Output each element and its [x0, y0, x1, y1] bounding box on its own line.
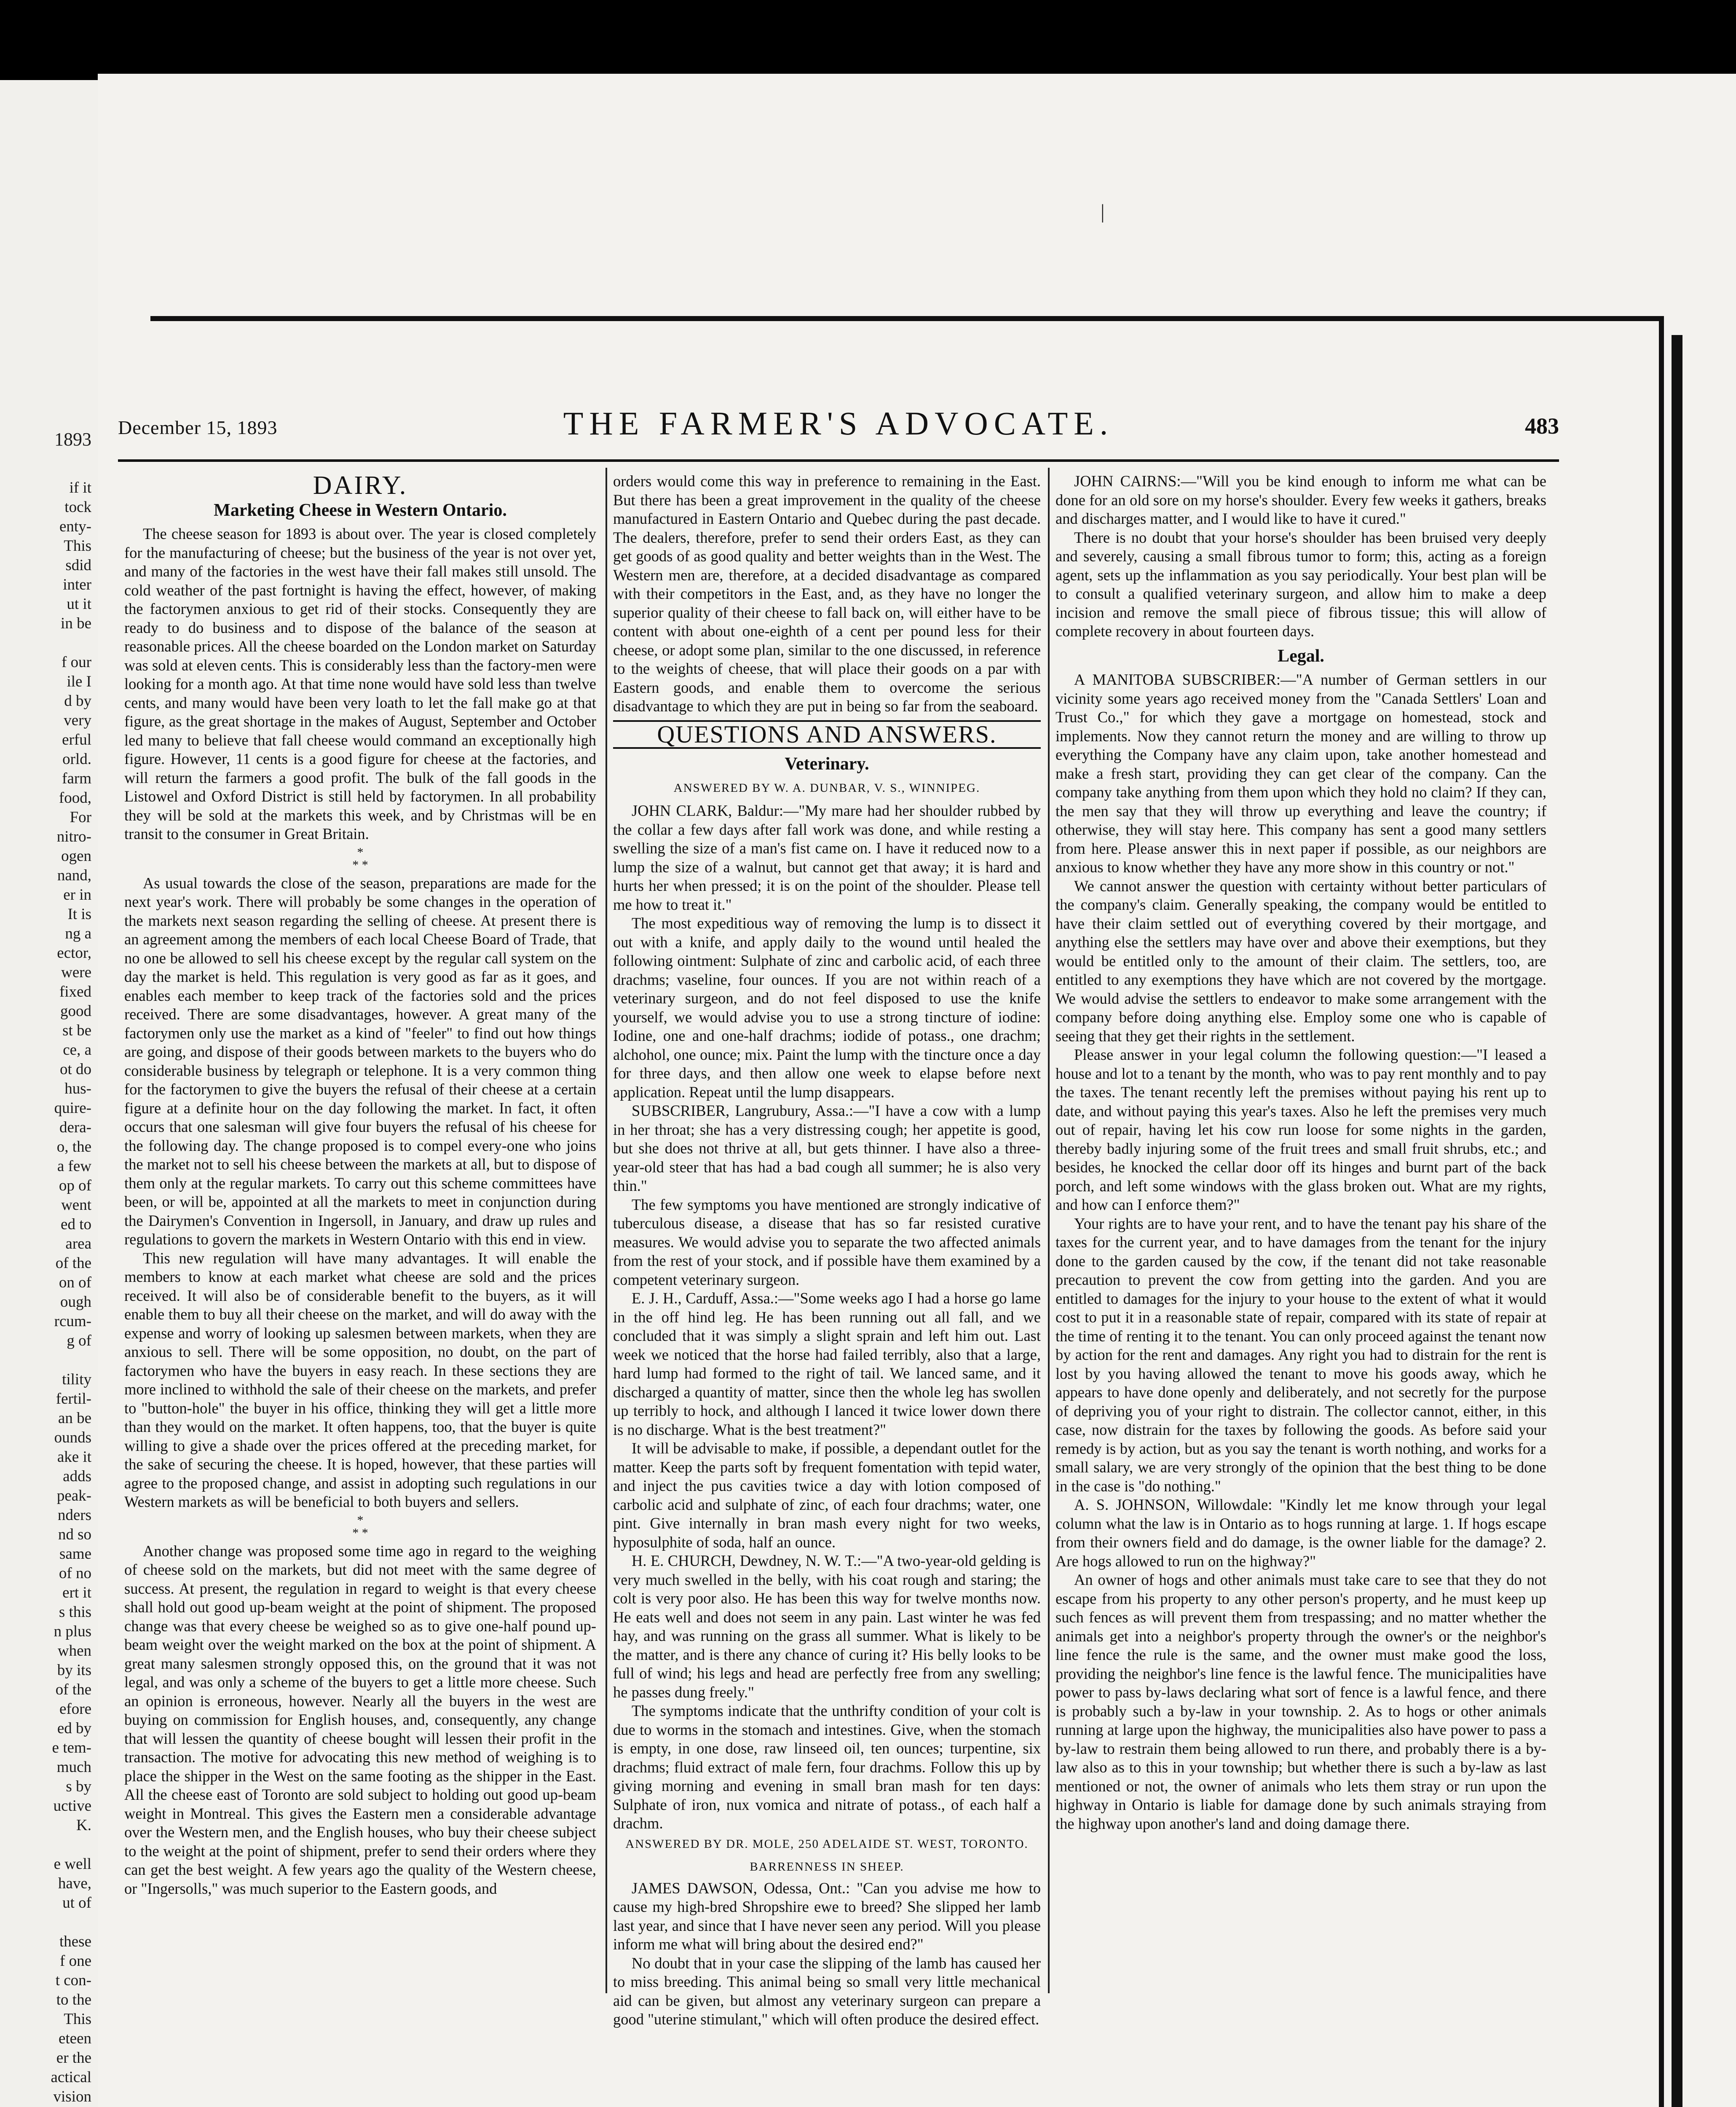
column-rule [1048, 468, 1050, 1993]
article-paragraph: Another change was proposed some time ago in regard to the weighing of cheese sold on the markets, but did not meet with the same degree of success. At present, the regulation in regard to weight is that every cheese shall hold out good up-beam weight at the point of shipment. The proposed change was that every cheese be weighed so as to give one-half pound up-beam weight over the weight marked on the box at the point of shipment. A great many salesmen strongly opposed this, on the ground that it was not legal, and was only a scheme of the buyers to get a little more cheese. Such an opinion is erroneous, however. Nearly all the buyers in the west are buying on commission for English houses, and, consequently, any change that will lessen the quantity of cheese bought will lessen their profit in the transaction. The motive for advocating this new method of weighing is to place the shipper in the West on the same footing as the shipper in the East. All the cheese east of Toronto are sold subject to holding out good up-beam weight in Montreal. This gives the Eastern men a considerable advantage over the Western men, and the English houses, who buy their cheese subject to the weight at the point of shipment, prefer to send their orders where they can get the best weight. A few years ago the quality of the Western cheese, or "Ingersolls," was much superior to the Eastern goods, and [124, 1542, 596, 1897]
column-3 [1056, 472, 1546, 1989]
page-number: 483 [1525, 413, 1559, 439]
column-2 [613, 472, 1041, 2028]
masthead [118, 405, 1559, 451]
article-paragraph: A. S. JOHNSON, Willowdale: "Kindly let me know through your legal column what the law is in Ontario as to hogs running at large. 1. If hogs escape from their owners field and do damage, is the owner liable for the damage? 2. Are hogs allowed to run on the highway?" [1056, 1496, 1546, 1570]
article-paragraph: JOHN CAIRNS:—"Will you be kind enough to inform me what can be done for an old sore on my horse's shoulder. Every few weeks it gathers, breaks and discharges matter, and I would like to have it cured." [1056, 472, 1546, 527]
article-paragraph: H. E. CHURCH, Dewdney, N. W. T.:—"A two-year-old gelding is very much swelled in the belly, with his coat rough and staring; the colt is very poor also. He has been this way for twelve months now. He eats well and does not seem in any pain. Last winter he was fed hay, and was running on the grass all summer. What is likely to be the matter, and is there any chance of curing it? His belly looks to be full of wind; his legs and head are perfectly free from any swelling; he passes dung freely." [613, 1552, 1041, 1701]
article-headline: Legal. [1278, 646, 1324, 666]
margin-mark: | [1101, 201, 1105, 223]
article-paragraph: Your rights are to have your rent, and to have the tenant pay his share of the taxes for the current year, and to have damages from the tenant for the injury done to the garden caused by the cow, if the tenant did not take reasonable precaution to prevent the cow from getting into the garden. And you are entitled to damages for the injury to your house to the extent of what it would cost to put it in a reasonable state of repair, compared with its state of repair at the time of renting it to the tenant. You can only proceed against the tenant now by action for the rent and damages. Any right you had to distrain for the rent is lost by you having allowed the tenant to move his goods away, which he appears to have done openly and deliberately, and not secretly for the purpose of depriving you of your right to distrain. The collector cannot, either, in this case, now distrain for the taxes by following the goods. As before said your remedy is by action, but as you say the tenant is worth nothing, and works for a small salary, we are very strongly of the opinion that the best thing to be done in the case is "do nothing." [1056, 1214, 1546, 1495]
issue-date: December 15, 1893 [118, 417, 278, 438]
article-paragraph: orders would come this way in preference to remaining in the East. But there has been a great improvement in the quality of the cheese manufactured in Eastern Ontario and Quebec during the past decade. The dealers, therefore, prefer to send their orders East, as they can get goods of as good quality and better weights than in the West. The Western men are, therefore, at a decided disadvantage as compared with their competitors in the East, and, as they have no longer the superior quality of their cheese to fall back on, will either have to be content with about one-eighth of a cent per pound less for their cheese, or adopt some plan, similar to the one discussed, in reference to the weights of cheese, that will place their goods on a par with Eastern goods, and enable them to overcome the serious disadvantage to which they are put in being so far from the seaboard. [613, 472, 1041, 715]
byline: ANSWERED BY DR. MOLE, 250 ADELAIDE ST. WEST, TORONTO. [625, 1837, 1029, 1851]
article-paragraph: The few symptoms you have mentioned are strongly indicative of tuberculous disease, a disease that has so far resisted curative measures. We would advise you to separate the two affected animals from the rest of your stock, and if possible have them examined by a competent veterinary surgeon. [613, 1196, 1041, 1288]
separator-stars: * * * [352, 1513, 368, 1540]
article-paragraph: We cannot answer the question with certainty without better particulars of the company's claim. Generally speaking, the company would be entitled to have their claim settled out of everything covered by their mortgage, and anything else the settlers may have over and above their exemptions, but they would be entitled only to the amount of their claim. The settlers, too, are entitled to any exemptions they have which are not covered by the mortgage. We would advise the settlers to endeavor to make some arrangement with the company before doing anything else. Employ some one who is capable of seeing that they get their rights in the settlement. [1056, 877, 1546, 1045]
column-rule [605, 468, 607, 1993]
article-paragraph: This new regulation will have many advantages. It will enable the members to know at each market what cheese are sold and the prices received. It will also be of considerable benefit to the buyers, as it will enable them to buy all their cheese on the market, and will do away with the expense and worry of looking up salesmen between markets, when they are anxious to sell. There will be some opposition, no doubt, on the part of factorymen who have the buyers in easy reach. In these sections they are more inclined to withhold the sale of their cheese on the markets, and prefer to "button-hole" the buyer in his office, thinking they will get a little more than they would on the market. It often happens, too, that the buyer is quite willing to give a shade over the prices offered at the preceding market, for the sake of securing the cheese. It is hoped, however, that these parties will agree to the proposed change, and assist in adopting such regulations in our Western markets as will be beneficial to both buyers and sellers. [124, 1249, 596, 1510]
publication-title: THE FARMER'S ADVOCATE. [563, 405, 1114, 442]
article-headline: Veterinary. [785, 754, 869, 774]
column-1 [124, 472, 596, 1997]
previous-page-text: if it tock enty- This sdid inter ut it in be f our ile I d by very erful orld. farm food, For nitro- ogen nand, er in It is ng a ector, were fixed good st be ce, a ot do hus- quire- dera- o, the a few op of went ed to area of the on of ough rcum- g of tility fertil- an be ounds ake it adds peak- nders nd so same of no ert it s this n plus when by its of the efore ed by e tem- much s by uctive K. e well have, ut of these f one t con- to the This eteen er the actical vision [51, 479, 91, 2105]
article-paragraph: As usual towards the close of the season, preparations are made for the next year's work. There will probably be some changes in the operation of the markets next season regarding the selling of cheese. At present there is an agreement among the members of each local Cheese Board of Trade, that no one be allowed to sell his cheese except by the regular call system on the day the market is held. This regulation is very good as far as it goes, and enables each member to keep track of the factories sold and the prices received. There are some disadvantages, however. A great many of the factorymen only use the market as a kind of "feeler" to find out how things are going, and dispose of their goods between markets to the buyers who do considerable business by telegraph or telephone. It is a very common thing for the factorymen to give the buyers the refusal of their cheese at a certain figure at a definite hour on the day following the market. In fact, it often occurs that one salesman will give four buyers the refusal of his cheese for the following day. The change proposed is to compel every-one who joins the market not to sell his cheese between the markets at all, but to dispose of them only at the regular markets. To carry out this scheme committees have been, or will be, appointed at all the markets to meet in conjunction during the Dairymen's Convention in Ingersoll, in January, and draw up rules and regulations to govern the markets in Western Ontario with this end in view. [124, 874, 596, 1248]
article-paragraph: The cheese season for 1893 is about over. The year is closed completely for the manufacturing of cheese; but the business of the year is not over yet, and many of the factories in the west have their fall makes still unsold. The cold weather of the past fortnight is having the effect, however, of making the factorymen anxious to get rid of their stocks. Consequently they are ready to do business and to dispose of the balance of the season at reasonable prices. All the cheese boarded on the London market on Saturday was sold at eleven cents. This is considerably less than the factory-men were looking for a month ago. At that time none would have sold less than twelve cents, and many would have been very loath to let the fall make go at that figure, as the great shortage in the makes of August, September and October led many to believe that fall cheese would command an exceptionally high figure. However, 11 cents is a good figure for cheese at the factories, and will return the farmers a good profit. The bulk of the fall goods in the Listowel and Oxford District is still held by factorymen. In all probability they will be sold at the markets this week, and by Christmas will be en transit to the consumer in Great Britain. [124, 525, 596, 842]
article-paragraph: Please answer in your legal column the following question:—"I leased a house and lot to a tenant by the month, who was to pay rent monthly and to pay the taxes. The tenant recently left the premises without paying his rent up to date, and without paying this year's taxes. Also he left the premises very much out of repair, having let his cow run loose for some nights in the garden, thereby badly injuring some of the fruit trees and small fruit shrubs, etc.; and besides, he knocked the cellar door off its hinges and burnt part of the back porch, and left some windows with the glass broken out. What are my rights, and how can I enforce them?" [1056, 1046, 1546, 1213]
article-paragraph: It will be advisable to make, if possible, a dependant outlet for the matter. Keep the parts soft by frequent fomentation with tepid water, and inject the pus cavities twice a day with lotion composed of carbolic acid and sulphate of zinc, of each four drachms; water, one pint. Give internally in bran mash every night for two weeks, hyposulphite of soda, half an ounce. [613, 1440, 1041, 1551]
article-paragraph: SUBSCRIBER, Langrubury, Assa.:—"I have a cow with a lump in her throat; she has a very distressing cough; her appetite is good, but she does not thrive at all, but gets thinner. I have also a three-year-old steer that has had a bad cough all summer; he is also very thin." [613, 1102, 1041, 1194]
page-edge [1672, 335, 1682, 2107]
article-headline: Marketing Cheese in Western Ontario. [214, 500, 507, 520]
article-paragraph: A MANITOBA SUBSCRIBER:—"A number of German settlers in our vicinity some years ago received money from the "Canada Settlers' Loan and Trust Co.," for which they gave a mortgage on homestead, stock and implements. Now they cannot return the money and are willing to throw up everything the Company have any claim upon, take another homestead and make a fresh start, providing they can get clear of the company. Can the company take anything from them upon which they hold no claim? If they can, the men say that they will throw up everything and leave the country; if otherwise, they will stay here. This company has sent a good many settlers from here. Please answer this in next paper if possible, as our neighbors are anxious to know whether they have any more show in this country or not." [1056, 671, 1546, 876]
article-paragraph: The most expeditious way of removing the lump is to dissect it out with a knife, and apply daily to the wound until healed the following ointment: Sulphate of zinc and carbolic acid, of each three drachms; vaseline, four ounces. If you are not within reach of a veterinary surgeon, and do not feel disposed to use the knife yourself, we would advise you to use a strong tincture of iodine: Iodine, one and one-half drachms; iodide of potass., one drachm; alchohol, one ounce; mix. Paint the lump with the tincture once a day for three days, and then allow one week to elapse before next application. Repeat until the lump disappears. [613, 914, 1041, 1101]
subheading: BARRENNESS IN SHEEP. [750, 1860, 904, 1874]
section-title-questions: QUESTIONS AND ANSWERS. [613, 720, 1041, 749]
article-paragraph: E. J. H., Carduff, Assa.:—"Some weeks ago I had a horse go lame in the off hind leg. He has been running out all fall, and we concluded that it was simply a slight sprain and left him out. Last week we noticed that the horse had failed terribly, also that a large, hard lump had formed to the right of tail. We lanced same, and it discharged a quantity of matter, since then the whole leg has swollen up terribly to hock, and although I lanced it twice lower down there is no discharge. What is the best treatment?" [613, 1289, 1041, 1438]
section-title-dairy: DAIRY. [313, 471, 408, 500]
article-paragraph: An owner of hogs and other animals must take care to see that they do not escape from his property to any other person's property, and he must keep up such fences as will prevent them from trespassing; and no matter whether the animals get into a neighbor's property through the owner's or the neighbor's line fence the rule is the same, and the owner must make good the loss, providing the neighbor's line fence is the lawful fence. The municipalities have power to pass by-laws declaring what sort of fence is a lawful fence, and there is probably such a by-law in your township. 2. As to hogs or other animals running at large upon the highway, the municipalities also have power to pass a by-law to restrain them being allowed to run there, and probably there is a by-law also as to this in your township; but whether there is such a by-law as last mentioned or not, the owner of animals who lets them stray or run upon the highway in Ontario is liable for damage done by such animals straying from the highway upon another's land and doing damage there. [1056, 1571, 1546, 1832]
previous-page-fragment [0, 80, 99, 2107]
header-rule [118, 459, 1559, 462]
byline: ANSWERED BY W. A. DUNBAR, V. S., WINNIPEG. [673, 781, 981, 795]
article-paragraph: No doubt that in your case the slipping of the lamb has caused her to miss breeding. This animal being so small very little mechanical aid can be given, but almost any veterinary surgeon can prepare a good "uterine stimulant," which will often produce the desired effect. [613, 1954, 1041, 2028]
article-paragraph: JOHN CLARK, Baldur:—"My mare had her shoulder rubbed by the collar a few days after fall work was done, and while resting a swelling the size of a man's fist came on. I have it reduced now to a lump the size of a walnut, but cannot get that away; it is hard and hurts her when pressed; it is on the point of the shoulder. Please tell me how to treat it." [613, 802, 1041, 913]
article-paragraph: JAMES DAWSON, Odessa, Ont.: "Can you advise me how to cause my high-bred Shropshire ewe to breed? She slipped her lamb last year, and since that I have never seen any period. Will you please inform me what will bring about the desired end?" [613, 1879, 1041, 1953]
article-paragraph: The symptoms indicate that the unthrifty condition of your colt is due to worms in the stomach and intestines. Give, when the stomach is empty, in one dose, raw linseed oil, ten ounces; turpentine, six drachms; fluid extract of male fern, four drachms. Follow this up by giving morning and evening in small bran mash for ten days: Sulphate of iron, nux vomica and nitrate of potass., of each half a drachm. [613, 1702, 1041, 1832]
article-paragraph: There is no doubt that your horse's shoulder has been bruised very deeply and severely, causing a small fibrous tumor to form; this, acting as a foreign agent, sets up the inflammation as you say periodically. Your best plan will be to consult a qualified veterinary surgeon, and allow him to make a deep incision and remove the small piece of fibrous tissue; this will allow of complete recovery in about fourteen days. [1056, 528, 1546, 640]
separator-stars: * * * [352, 845, 368, 872]
previous-page-year: 1893 [54, 429, 91, 450]
